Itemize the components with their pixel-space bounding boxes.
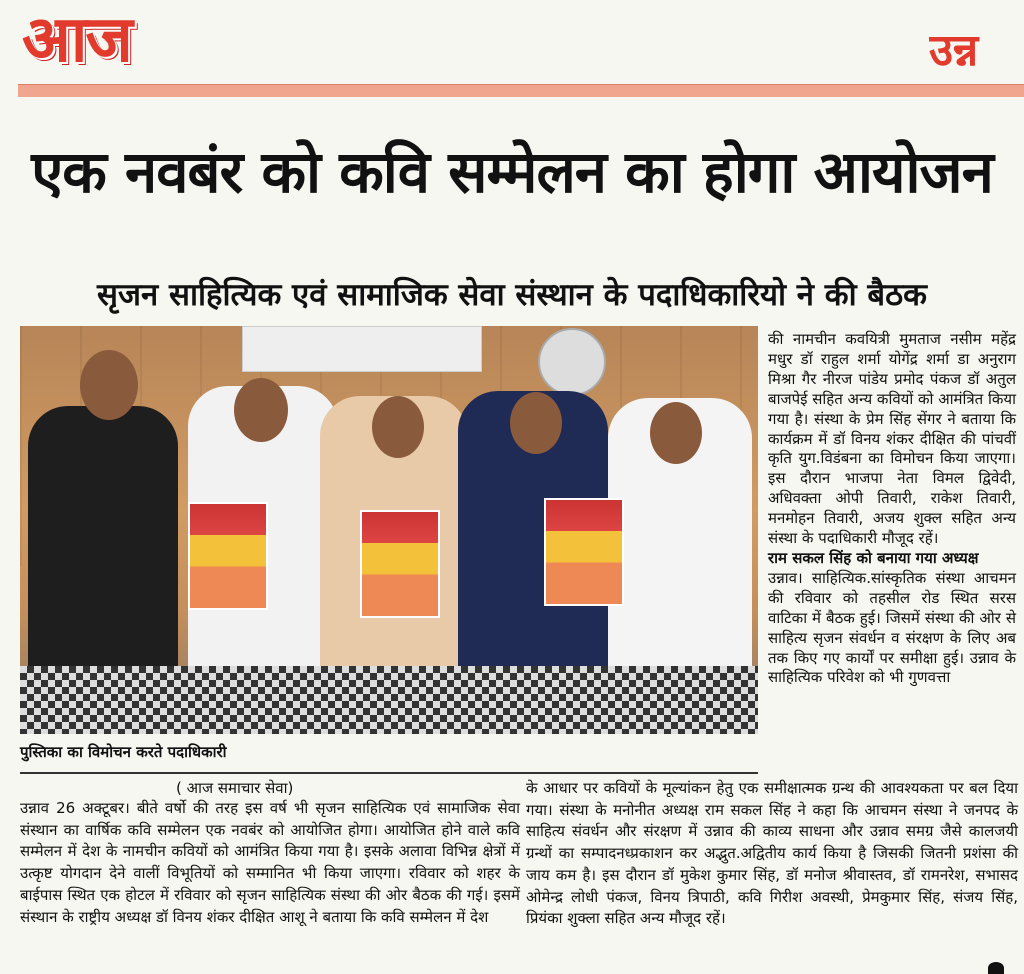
photo-fan xyxy=(538,328,606,396)
photo-person-1 xyxy=(28,406,178,666)
right-column xyxy=(768,330,1016,688)
masthead-rule xyxy=(18,84,1024,97)
byline: ( आज समाचार सेवा) xyxy=(176,779,294,797)
photo-person-1-head xyxy=(80,350,138,420)
photo-person-4-head xyxy=(510,392,562,454)
photo-person-2-head xyxy=(234,378,288,442)
article-body-left: उन्नाव 26 अक्टूबर। बीते वर्षो की तरह इस वर्ष भी सृजन साहित्यिक एवं सामाजिक सेवा संस्थान का वार्षिक कवि सम्मेलन एक नवबंर को आयोजित होगा। आयोजित होने वाले कवि सम्मेलन में देश के नामचीन कवियों को आमंत्रित किया गया है। इसके अलावा विभिन्न क्षेत्रों में उत्कृष्ट योगदान देने वालीं विभूतियों को सम्मानित भी किया जाएगा। रविवार को शहर के बाईपास स्थित एक होटल में रविवार को सृजन साहित्यिक संस्था की ओर बैठक की गई। इसमें संस्थान के राष्ट्रीय अध्यक्ष डॉ विनय शंकर दीक्षित आशू ने बताया कि कवि सम्मेलन में देश xyxy=(20,799,520,926)
photo-booklet-1 xyxy=(188,502,268,610)
photo-caption: पुस्तिका का विमोचन करते पदाधिकारी xyxy=(20,743,227,761)
subheadline: सृजन साहित्यिक एवं सामाजिक सेवा संस्थान के पदाधिकारियो ने की बैठक xyxy=(97,277,927,313)
right-column-paragraph-2: उन्नाव। साहित्यिक.सांस्कृतिक संस्था आचमन की रविवार को तहसील रोड स्थित सरस वाटिका में बैठक हुई। जिसमें संस्था की ओर से साहित्य सृजन संवर्धन व संरक्षण के लिए अब तक किए गए कार्यों पर समीक्षा हुई। उन्नाव के साहित्यिक परिवेश को भी गुणवत्ता xyxy=(768,568,1016,687)
photo-air-conditioner xyxy=(242,326,482,372)
photo-person-5-head xyxy=(650,402,702,464)
news-photo xyxy=(20,326,758,734)
photo-person-3-head xyxy=(372,396,424,458)
newspaper-logo-aaj: आज xyxy=(22,3,131,77)
masthead-city-label: उन्न xyxy=(929,25,979,76)
right-column-subhead: राम सकल सिंह को बनाया गया अध्यक्ष xyxy=(768,548,979,567)
headline: एक नवबंर को कवि सम्मेलन का होगा आयोजन xyxy=(31,138,993,206)
caption-separator xyxy=(20,772,758,774)
corner-mark xyxy=(988,962,1004,974)
photo-table xyxy=(20,666,758,734)
masthead-logo xyxy=(22,2,131,78)
article-body-right: के आधार पर कवियों के मूल्यांकन हेतु एक समीक्षात्मक ग्रन्थ की आवश्यकता पर बल दिया गया। संस्था के मनोनीत अध्यक्ष राम सकल सिंह ने कहा कि आचमन संस्था ने जनपद के साहित्य संवर्धन और संरक्षण में उन्नाव की काव्य साधना और उन्नाव समग्र जैसे कालजयी ग्रन्थों का सम्पादनध्प्रकाशन कर अद्भुत.अद्वितीय कार्य किया है जिसकी जितनी प्रशंसा की जाय कम है। इस दौरान डॉ मुकेश कुमार सिंह, डॉ मनोज श्रीवास्तव, डॉ रामनरेश, सभासद ओमेन्द्र लोधी पंकज, विनय त्रिपाठी, कवि गिरीश अवस्थी, प्रेमकुमार सिंह, संजय सिंह, प्रियंका शुक्ला सहित अन्य मौजूद रहें। xyxy=(526,779,1018,928)
right-column-paragraph-1: की नामचीन कवयित्री मुमताज नसीम महेंद्र मधुर डॉ राहुल शर्मा योगेंद्र शर्मा डा अनुराग मिश्रा गैर नीरज पांडेय प्रमोद पंकज डॉ अतुल बाजपेई सहित अन्य कवियों को आमंत्रित किया गया है। संस्था के प्रेम सिंह सेंगर ने बताया कि कार्यक्रम में डॉ विनय शंकर दीक्षित की पांचवीं कृति युग.विडंबना का विमोचन किया जाएगा। इस दौरान भाजपा नेता विमल द्विवेदी, अधिवक्ता ओपी तिवारी, राकेश तिवारी, मनमोहन तिवारी, अजय शुक्ल सहित अन्य संस्था के पदाधिकारी मौजूद रहें। xyxy=(768,330,1016,548)
photo-booklet-2 xyxy=(360,510,440,618)
photo-booklet-3 xyxy=(544,498,624,606)
